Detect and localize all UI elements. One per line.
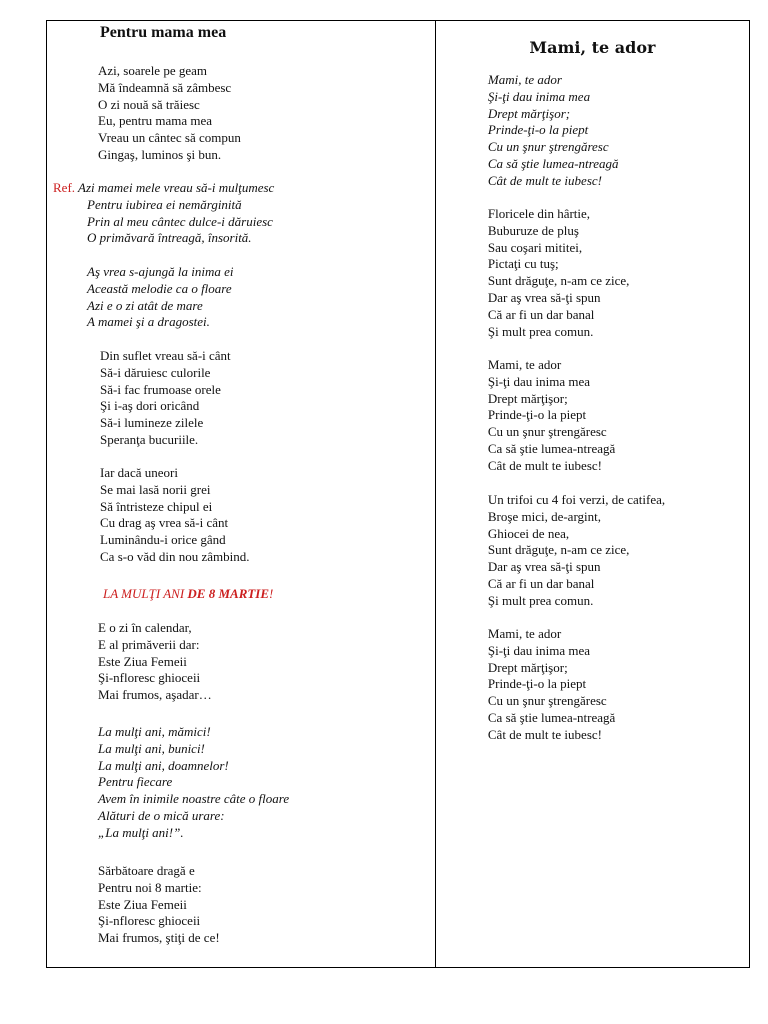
poem-line: Că ar fi un dar banal: [487, 575, 595, 591]
poem-line: E o zi în calendar,: [98, 620, 192, 635]
refrain-label: Ref.: [53, 180, 76, 195]
poem-line: Şi mult prea comun.: [487, 592, 594, 608]
poem-line: Avem în inimile noastre câte o floare: [98, 791, 290, 807]
poem-line: Un trifoi cu 4 foi verzi, de catifea,: [487, 492, 666, 507]
poem-line: Cât de mult te iubesc!: [487, 457, 602, 473]
poem-line: Luminându-i orice gând: [100, 532, 226, 548]
poem-line: Se mai lasă norii grei: [100, 481, 211, 497]
poem-line: Gingaş, luminos şi bun.: [98, 146, 222, 162]
left-stanza-2: [87, 264, 233, 331]
poem-line: A mamei şi a dragostei.: [87, 314, 210, 330]
poem-line: La mulţi ani, bunici!: [98, 740, 205, 756]
poem-line: La mulţi ani, mămici!: [98, 724, 211, 739]
poem-line: Sărbătoare dragă e: [98, 863, 195, 878]
right-stanza-4: [488, 492, 665, 610]
poem-line: Cât de mult te iubesc!: [487, 172, 602, 188]
poem-line: O primăvară întreagă, însorită.: [87, 230, 252, 246]
poem-line: Să întristeze chipul ei: [100, 498, 213, 514]
poem-line: Prinde-ţi-o la piept: [487, 122, 589, 138]
poem-line: Şi i-aş dori oricând: [100, 398, 200, 414]
greeting-part-1: LA MULŢI ANI: [103, 586, 188, 601]
poem-line: Mami, te ador: [487, 72, 562, 87]
left-stanza-1: [98, 63, 241, 164]
poem-line: Şi mult prea comun.: [487, 323, 594, 339]
poem-line: Mă îndeamnă să zâmbesc: [98, 79, 232, 95]
greeting-part-3: !: [269, 586, 274, 601]
poem-line: Ca să ştie lumea-ntreagă: [487, 440, 616, 456]
poem-line: Pictaţi cu tuş;: [487, 256, 559, 272]
poem-line: Mami, te ador: [487, 357, 562, 372]
poem-line: Azi e o zi atât de mare: [87, 297, 203, 313]
right-stanza-3: [488, 357, 615, 475]
poem-line: „La mulţi ani!”.: [98, 824, 184, 840]
right-stanza-2: [488, 206, 630, 340]
poem-line: Această melodie ca o floare: [87, 280, 232, 296]
left-stanza-5: [98, 620, 212, 704]
poem-line: Floricele din hârtie,: [487, 206, 591, 221]
poem-line: Şi-ţi dau inima mea: [487, 88, 591, 104]
right-column: [436, 21, 749, 967]
left-stanza-6: [98, 724, 289, 842]
poem-line: Prinde-ţi-o la piept: [487, 407, 587, 423]
poem-line: Şi-ţi dau inima mea: [487, 373, 591, 389]
poem-line: O zi nouă să trăiesc: [98, 96, 200, 112]
refrain-first-text: Azi mamei mele vreau să-i mulţumesc: [78, 180, 275, 195]
poem-line: La mulţi ani, doamnelor!: [98, 757, 229, 773]
poem-line: Drept mărţişor;: [487, 105, 571, 121]
poem-line: Şi-nfloresc ghioceii: [98, 670, 201, 686]
poem-line: Şi-ţi dau inima mea: [487, 642, 591, 658]
poem-line: Să-i fac frumoase orele: [100, 381, 221, 397]
poem-line: Prinde-ţi-o la piept: [487, 676, 587, 692]
poem-line: Vreau un cântec să compun: [98, 130, 241, 146]
poem-line: Mai frumos, ştiţi de ce!: [98, 930, 220, 946]
greeting-line: [103, 586, 273, 603]
poem-line: Pentru iubirea ei nemărginită: [87, 196, 242, 212]
poem-line: Ca să ştie lumea-ntreagă: [487, 709, 616, 725]
poem-line: Că ar fi un dar banal: [487, 306, 595, 322]
poem-line: Pentru fiecare: [98, 774, 173, 790]
poem-line: Cu un şnur ştrengăresc: [487, 139, 609, 155]
poem-line: Speranţa bucuriile.: [100, 431, 199, 447]
poem-table: [46, 20, 750, 968]
left-column: [47, 21, 436, 967]
poem-line: Este Ziua Femeii: [98, 653, 187, 669]
poem-line: Şi-nfloresc ghioceii: [98, 913, 201, 929]
poem-line: Este Ziua Femeii: [98, 896, 187, 912]
poem-line: Iar dacă uneori: [100, 465, 178, 480]
refrain-first-line: [53, 180, 274, 197]
right-stanza-5: [488, 626, 615, 744]
poem-line: Ghiocei de nea,: [487, 525, 570, 541]
poem-line: Cu un şnur ştrengăresc: [487, 693, 607, 709]
right-stanza-1: [488, 72, 619, 190]
left-stanza-4: [100, 465, 249, 566]
poem-line: Buburuze de pluş: [487, 222, 579, 238]
poem-line: Aş vrea s-ajungă la inima ei: [87, 264, 234, 279]
poem-line: Drept mărţişor;: [487, 390, 568, 406]
poem-line: Din suflet vreau să-i cânt: [100, 348, 231, 363]
left-stanza-7: [98, 863, 220, 947]
poem-line: Eu, pentru mama mea: [98, 113, 213, 129]
left-refrain: [53, 180, 274, 247]
poem-line: Să-i dăruiesc culorile: [100, 364, 211, 380]
poem-line: Ca s-o văd din nou zâmbind.: [100, 548, 250, 564]
poem-line: Prin al meu cântec dulce-i dăruiesc: [87, 213, 273, 229]
right-poem-title: Mami, te ador: [529, 38, 656, 57]
poem-line: Ca să ştie lumea-ntreagă: [487, 155, 619, 171]
poem-line: E al primăverii dar:: [98, 636, 200, 652]
poem-line: Cu un şnur ştrengăresc: [487, 424, 607, 440]
poem-line: Cu drag aş vrea să-i cânt: [100, 515, 229, 531]
poem-line: Drept mărţişor;: [487, 659, 568, 675]
poem-line: Mami, te ador: [487, 626, 562, 641]
refrain-rest: [53, 197, 274, 247]
left-poem-title: Pentru mama mea: [100, 24, 227, 41]
poem-line: Azi, soarele pe geam: [98, 63, 208, 78]
poem-line: Mai frumos, aşadar…: [98, 687, 212, 703]
poem-line: Dar aş vrea să-ţi spun: [487, 289, 601, 305]
poem-line: Dar aş vrea să-ţi spun: [487, 559, 601, 575]
poem-line: Sunt drăguţe, n-am ce zice,: [487, 273, 630, 289]
poem-line: Sau coşari mititei,: [487, 239, 583, 255]
poem-line: Să-i lumineze zilele: [100, 415, 204, 431]
poem-line: Alături de o mică urare:: [98, 807, 225, 823]
poem-line: Pentru noi 8 martie:: [98, 879, 202, 895]
greeting-part-2: DE 8 MARTIE: [187, 586, 270, 601]
left-stanza-3: [100, 348, 231, 449]
poem-line: Broşe mici, de-argint,: [487, 508, 602, 524]
poem-line: Sunt drăguţe, n-am ce zice,: [487, 542, 630, 558]
poem-line: Cât de mult te iubesc!: [487, 726, 602, 742]
